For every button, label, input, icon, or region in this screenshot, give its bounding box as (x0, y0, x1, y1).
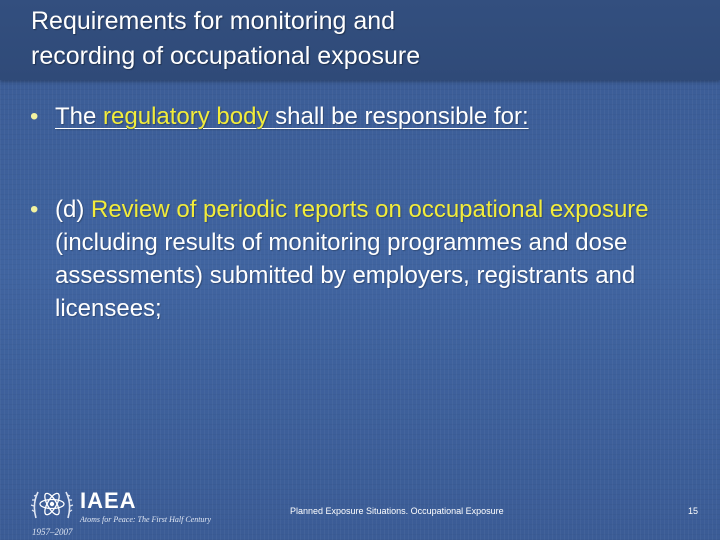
logo-wordmark: IAEA (80, 488, 137, 513)
slide-title-line-1: Requirements for monitoring and (31, 7, 396, 35)
bullet-text-1 (55, 100, 529, 133)
bullet-2-lead: (d) (55, 196, 91, 223)
bullet-item-2 (30, 193, 690, 325)
bullet-icon: • (30, 103, 39, 130)
bullet-1-highlight: regulatory body (103, 103, 276, 130)
slide-title-line-2: recording of occupational exposure (31, 42, 421, 70)
title-bar (0, 0, 720, 80)
logo-years: 1957–2007 (32, 527, 73, 537)
iaea-emblem-icon (30, 484, 74, 524)
bullet-icon: • (30, 196, 39, 223)
iaea-logo (30, 484, 220, 540)
footer-title: Planned Exposure Situations. Occupational Exposure (290, 506, 504, 516)
bullet-2-rest: (including results of monitoring programmes and dose assessments) submitted by employers, registrants and licensees; (55, 229, 636, 322)
bullet-1-lead: The (55, 103, 104, 130)
bullet-item-1 (30, 100, 529, 133)
logo-tagline: Atoms for Peace: The First Half Century (80, 515, 212, 524)
page-number: 15 (687, 506, 698, 516)
bullet-1-rest: shall be responsible for: (275, 103, 529, 130)
slide-title (31, 4, 420, 74)
bullet-text-2 (55, 193, 690, 325)
bullet-2-highlight: Review of periodic reports on occupational exposure (91, 196, 649, 223)
